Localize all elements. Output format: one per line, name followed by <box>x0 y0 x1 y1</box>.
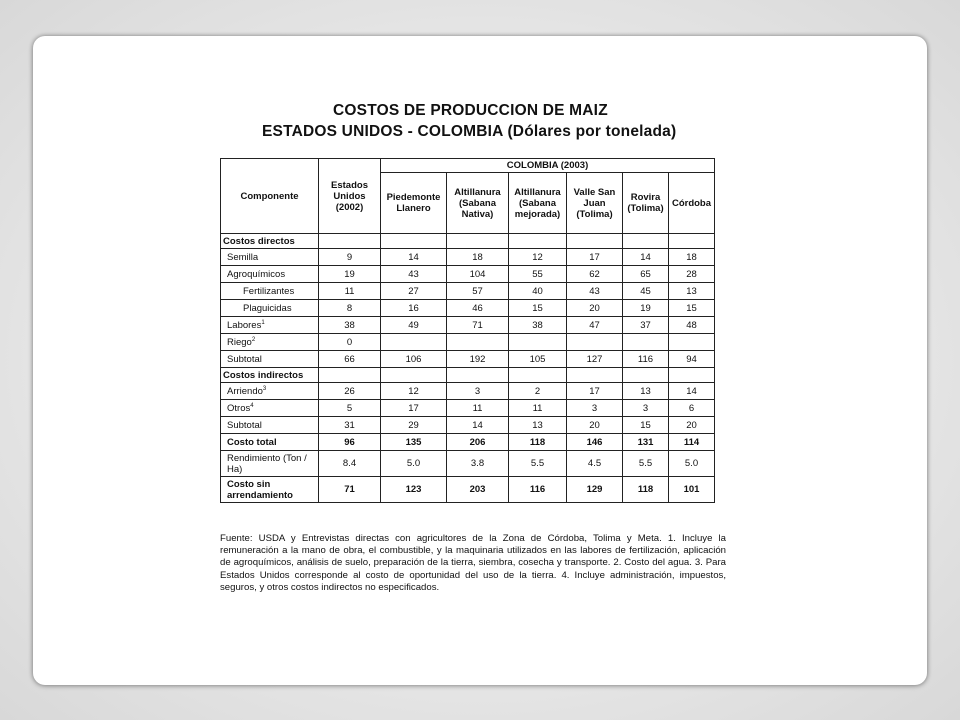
cell: 28 <box>669 266 715 283</box>
cell: 3 <box>623 400 669 417</box>
cell: 29 <box>381 417 447 434</box>
cell: 5 <box>319 400 381 417</box>
cell: 5.5 <box>509 451 567 477</box>
cell: 105 <box>509 351 567 368</box>
cell: 16 <box>381 300 447 317</box>
cell: 4.5 <box>567 451 623 477</box>
header-componente: Componente <box>221 159 319 234</box>
cell: 101 <box>669 477 715 503</box>
cell: 71 <box>319 477 381 503</box>
cell: 14 <box>447 417 509 434</box>
cell: 17 <box>567 249 623 266</box>
cell: 26 <box>319 383 381 400</box>
cell: 5.0 <box>381 451 447 477</box>
cell: 31 <box>319 417 381 434</box>
col-rovira: Rovira (Tolima) <box>623 173 669 234</box>
cell: 192 <box>447 351 509 368</box>
cell: 19 <box>319 266 381 283</box>
row-label: Plaguicidas <box>221 300 319 317</box>
cell <box>381 334 447 351</box>
cell: 13 <box>509 417 567 434</box>
cell: 116 <box>509 477 567 503</box>
cell: 114 <box>669 434 715 451</box>
cell: 71 <box>447 317 509 334</box>
footnote-mark: 4 <box>250 402 254 409</box>
cell: 2 <box>509 383 567 400</box>
cell: 96 <box>319 434 381 451</box>
row-label: Costo total <box>221 434 319 451</box>
cell: 49 <box>381 317 447 334</box>
cell: 57 <box>447 283 509 300</box>
cell: 48 <box>669 317 715 334</box>
title-line-1: COSTOS DE PRODUCCION DE MAIZ <box>333 102 608 119</box>
col-altillanura-mejorada: Altillanura (Sabana mejorada) <box>509 173 567 234</box>
table-row <box>221 283 715 300</box>
cell <box>509 334 567 351</box>
footnote-mark: 1 <box>261 319 265 326</box>
cell: 46 <box>447 300 509 317</box>
cell: 127 <box>567 351 623 368</box>
section-label: Costos directos <box>221 234 319 249</box>
cell: 20 <box>669 417 715 434</box>
cell: 12 <box>381 383 447 400</box>
cell: 116 <box>623 351 669 368</box>
cell: 65 <box>623 266 669 283</box>
row-label <box>221 400 319 417</box>
row-label: Semilla <box>221 249 319 266</box>
table-row <box>221 417 715 434</box>
cell: 62 <box>567 266 623 283</box>
cell: 11 <box>509 400 567 417</box>
cell: 3 <box>447 383 509 400</box>
section-row-indirectos <box>221 368 715 383</box>
cell: 206 <box>447 434 509 451</box>
cell <box>623 334 669 351</box>
row-label <box>221 383 319 400</box>
row-label-text: Riego <box>227 336 252 348</box>
table-row <box>221 317 715 334</box>
row-label: Subtotal <box>221 351 319 368</box>
cell: 15 <box>623 417 669 434</box>
col-cordoba: Córdoba <box>669 173 715 234</box>
col-valle-san-juan: Valle San Juan (Tolima) <box>567 173 623 234</box>
row-label-text: Labores <box>227 319 262 331</box>
cell: 203 <box>447 477 509 503</box>
footnote-mark: 2 <box>251 336 256 343</box>
col-altillanura-nativa: Altillanura (Sabana Nativa) <box>447 173 509 234</box>
cell: 3 <box>567 400 623 417</box>
row-label: Rendimiento (Ton / Ha) <box>221 451 319 477</box>
cell: 13 <box>669 283 715 300</box>
table-row <box>221 266 715 283</box>
cell: 118 <box>623 477 669 503</box>
cell: 27 <box>381 283 447 300</box>
footnote-mark: 3 <box>262 385 267 392</box>
table-row-total <box>221 434 715 451</box>
cell <box>447 334 509 351</box>
row-label-text: Arriendo <box>227 385 263 397</box>
cell: 12 <box>509 249 567 266</box>
cell: 18 <box>669 249 715 266</box>
slide-card <box>33 36 927 685</box>
table-row <box>221 400 715 417</box>
cell: 104 <box>447 266 509 283</box>
cell: 38 <box>509 317 567 334</box>
cell: 47 <box>567 317 623 334</box>
header-usa: Estados Unidos (2002) <box>319 159 381 234</box>
cell: 17 <box>567 383 623 400</box>
cell: 20 <box>567 417 623 434</box>
cell: 0 <box>319 334 381 351</box>
cell: 55 <box>509 266 567 283</box>
table-row-total <box>221 477 715 503</box>
cell: 40 <box>509 283 567 300</box>
cell: 8.4 <box>319 451 381 477</box>
row-label-text: Otros <box>227 402 251 414</box>
cell: 5.5 <box>623 451 669 477</box>
cell: 106 <box>381 351 447 368</box>
table-row <box>221 351 715 368</box>
table-row <box>221 334 715 351</box>
cell: 17 <box>381 400 447 417</box>
cell: 14 <box>623 249 669 266</box>
source-footnote: Fuente: USDA y Entrevistas directas con agricultores de la Zona de Córdoba, Tolima y Meta. 1. Incluye la remuneración a la mano de obra, el combustible, y la maquinaria utilizados en las labores de fertilización, aplicación de agroquímicos, análisis de suelo, preparación de la tierra, siembra, cosecha y transporte. 2. Costo del agua. 3. Para Estados Unidos corresponde al costo de oportunidad del uso de la tierra. 4. Incluye administración, impuestos, seguros, y otros costos indirectos no especificados. <box>220 533 726 593</box>
cell: 11 <box>319 283 381 300</box>
header-row-1 <box>221 159 715 173</box>
cell: 18 <box>447 249 509 266</box>
cell: 38 <box>319 317 381 334</box>
cell: 37 <box>623 317 669 334</box>
cell: 146 <box>567 434 623 451</box>
cell: 45 <box>623 283 669 300</box>
row-label <box>221 317 319 334</box>
cell: 131 <box>623 434 669 451</box>
col-piedemonte: Piedemonte Llanero <box>381 173 447 234</box>
cell: 5.0 <box>669 451 715 477</box>
cell: 14 <box>381 249 447 266</box>
row-label: Fertilizantes <box>221 283 319 300</box>
cell: 14 <box>669 383 715 400</box>
cell: 43 <box>567 283 623 300</box>
cell: 3.8 <box>447 451 509 477</box>
cell: 19 <box>623 300 669 317</box>
table-row <box>221 451 715 477</box>
cell: 94 <box>669 351 715 368</box>
cell: 11 <box>447 400 509 417</box>
section-row-directos <box>221 234 715 249</box>
table-row <box>221 249 715 266</box>
cell: 13 <box>623 383 669 400</box>
cell: 20 <box>567 300 623 317</box>
table-row <box>221 383 715 400</box>
cell: 15 <box>509 300 567 317</box>
row-label <box>221 334 319 351</box>
costs-table <box>220 158 715 503</box>
header-colombia: COLOMBIA (2003) <box>381 159 715 173</box>
cell: 118 <box>509 434 567 451</box>
cell: 9 <box>319 249 381 266</box>
cell: 129 <box>567 477 623 503</box>
row-label: Costo sin arrendamiento <box>221 477 319 503</box>
table-row <box>221 300 715 317</box>
cell: 66 <box>319 351 381 368</box>
cell: 6 <box>669 400 715 417</box>
cell: 43 <box>381 266 447 283</box>
cell <box>669 334 715 351</box>
cell <box>567 334 623 351</box>
cell: 135 <box>381 434 447 451</box>
section-label: Costos indirectos <box>221 368 319 383</box>
row-label: Subtotal <box>221 417 319 434</box>
cell: 123 <box>381 477 447 503</box>
cell: 15 <box>669 300 715 317</box>
cell: 8 <box>319 300 381 317</box>
row-label: Agroquímicos <box>221 266 319 283</box>
title-line-2: ESTADOS UNIDOS - COLOMBIA (Dólares por tonelada) <box>262 123 677 140</box>
